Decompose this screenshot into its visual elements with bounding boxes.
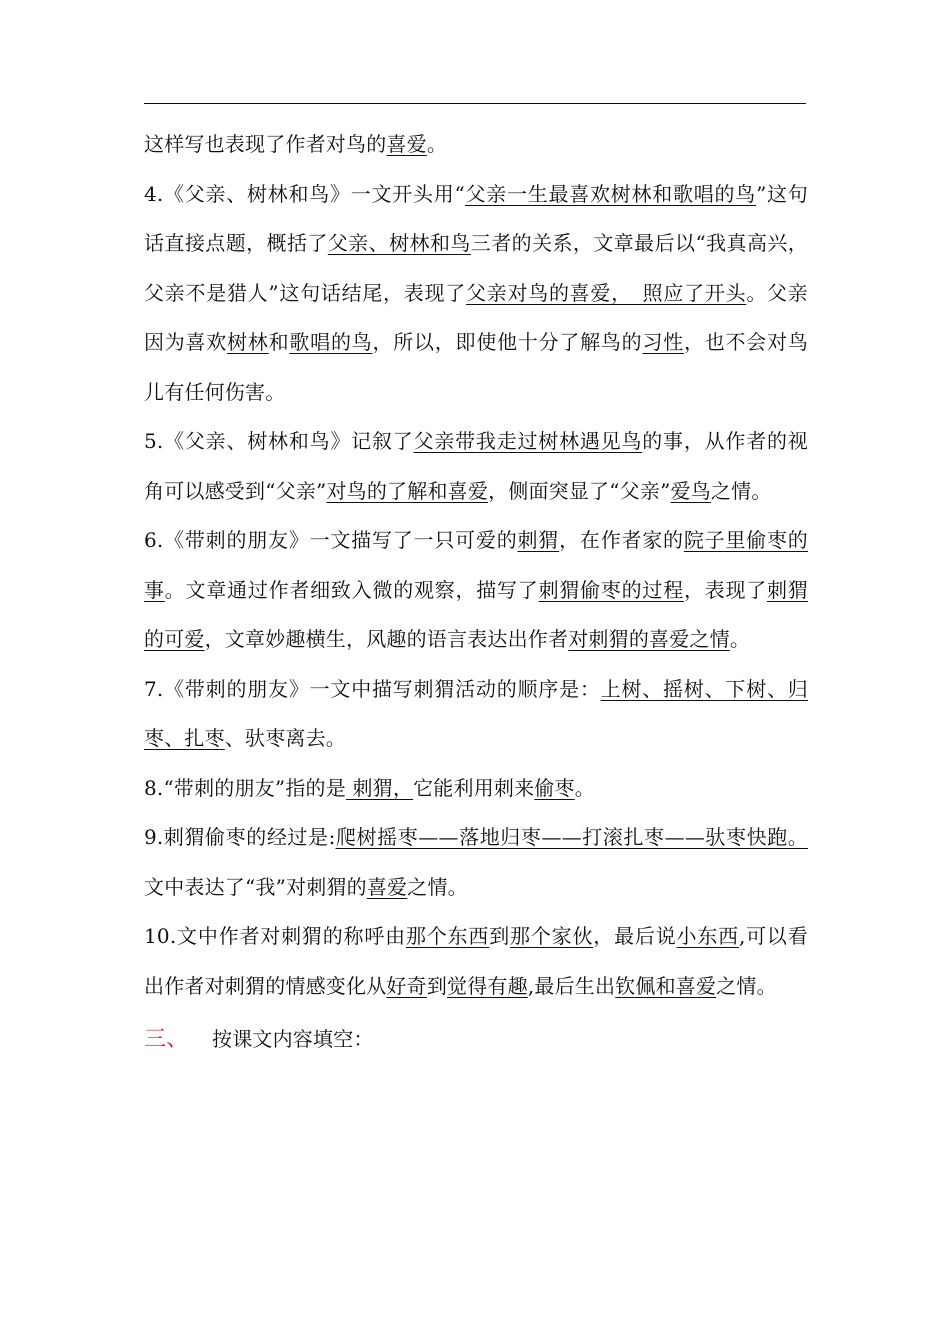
underlined-answer: 父亲对鸟的喜爱， 照应了开头 [466,280,747,305]
text-segment: 文中表达了“我”对刺猬的 [144,874,367,899]
underlined-answer: 那个家伙 [510,924,594,948]
text-segment: 它能利用刺来 [413,775,535,800]
underlined-answer: 刺猬偷枣的过程 [538,577,684,602]
text-segment: 之情。 [716,973,777,998]
text-segment: 10.文中作者对刺猬的称呼由 [144,924,406,948]
text-segment: 4.《父亲、树林和鸟》一文开头用“ [144,181,465,206]
text-segment: 之情。 [710,478,772,503]
answer-paragraph-p9 [144,813,808,912]
underlined-answer: 树林 [227,330,269,354]
document-body [144,120,808,1065]
section-heading [144,1015,808,1065]
underlined-answer: 父亲一生最喜欢树林和歌唱的鸟 [464,181,757,206]
underlined-answer: 刺猬 [517,528,560,552]
underlined-answer: 对鸟的了解和喜爱 [326,478,489,503]
underlined-answer: 爬树摇枣——落地归枣——打滚扎枣——驮枣快跑。 [335,825,808,849]
underlined-answer: 上树、摇树、下树、归枣、扎枣 [144,676,809,750]
text-segment: 、驮枣离去。 [224,726,347,750]
section-number: 三、 [144,1027,189,1052]
text-segment: 和 [268,330,290,354]
answer-paragraph-p7 [144,665,808,764]
text-segment: 这样写也表现了作者对鸟的 [144,132,387,156]
underlined-answer: 偷枣 [534,775,575,800]
text-segment: ，表现了 [683,577,768,602]
underlined-answer: 好奇 [386,973,427,998]
text-segment: 。文章通过作者细致入微的观察，描写了 [164,577,539,602]
text-segment: 。 [574,775,595,800]
answer-paragraphs [144,120,808,1011]
text-segment: ,最后生出 [527,973,616,998]
text-segment: 6.《带刺的朋友》一文描写了一只可爱的 [144,528,518,552]
text-segment: ，在作者家的 [559,528,684,552]
underlined-answer: 钦佩和喜爱 [615,973,717,998]
answer-paragraph-p5 [144,417,808,516]
underlined-answer: 觉得有趣 [447,973,528,998]
underlined-answer: 刺猬的可爱 [144,577,809,651]
answer-paragraph-p4 [144,170,808,418]
text-segment: ,可以看出作者对刺猬的情感变化从 [144,924,808,998]
section-title: 按课文内容填空： [212,1027,374,1051]
underlined-answer: 院子里偷枣的事 [144,528,809,602]
text-segment: 8.“带刺的朋友”指的是 [144,775,346,800]
text-segment: 之情。 [407,874,468,899]
underlined-answer: 喜爱 [366,874,408,899]
top-rule [144,103,806,104]
text-segment: 三者的关系，文章最后以“我真高兴，父亲不是猎人”这句话结尾，表现了 [144,231,808,305]
underlined-answer: 习性 [642,330,684,354]
answer-paragraph-p0 [144,120,808,170]
text-segment: 到 [426,973,448,998]
text-segment: ，文章妙趣横生，风趣的语言表达出作者 [204,627,569,651]
underlined-answer: 对刺猬的喜爱之情 [568,627,730,651]
text-segment: 。父亲因为喜欢 [144,280,808,354]
underlined-answer: 歌唱的鸟 [289,330,373,354]
text-segment: ，也不会对鸟儿有任何伤害。 [144,330,809,404]
underlined-answer: 父亲、树林和鸟 [327,231,471,255]
underlined-answer: 那个东西 [405,924,490,948]
text-segment: 5.《父亲、树林和鸟》记叙了 [144,429,414,453]
answer-paragraph-p10 [144,912,808,1011]
text-segment: 9.刺猬偷枣的经过是: [144,825,336,849]
underlined-answer: 喜爱 [386,132,427,156]
text-segment: 到 [489,924,511,948]
text-segment: 的事，从作者的视角可以感受到“父亲” [144,429,808,503]
text-segment: ”这句话直接点题，概括了 [144,181,808,255]
text-segment: 。 [729,627,751,651]
underlined-answer: 父亲带我走过树林遇见鸟 [413,429,643,453]
underlined-answer: 小东西 [676,924,739,948]
text-segment: ，最后说 [593,924,677,948]
answer-paragraph-p6 [144,516,808,665]
text-segment: ，侧面突显了“父亲” [488,478,671,503]
underlined-answer: 刺猬， [345,775,414,800]
text-segment: 7.《带刺的朋友》一文中描写刺猬活动的顺序是： [144,676,601,701]
text-segment: 。 [426,132,448,156]
answer-paragraph-p8 [144,764,808,814]
text-segment: ，所以，即使他十分了解鸟的 [372,330,643,354]
underlined-answer: 爱鸟 [670,478,711,503]
